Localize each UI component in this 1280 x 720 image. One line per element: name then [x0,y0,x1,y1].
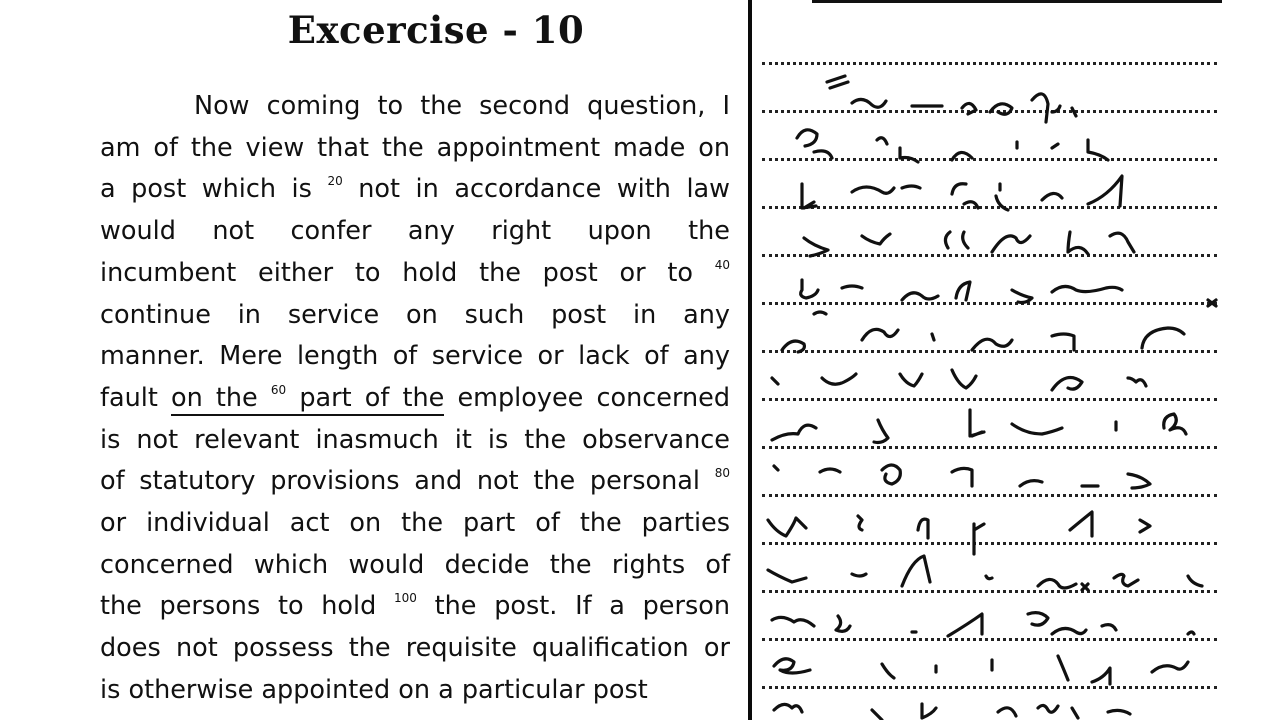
passage-line: am of the view that the appointment made on [100,132,730,163]
passage-line: the persons to hold $^{100}$ the post. If a person [100,591,731,622]
passage-line: is not relevant inasmuch it is the observance [100,424,730,455]
shorthand-panel [752,0,1280,720]
word-count-marker: 80 [714,466,730,481]
passage-line: would not confer any right upon the [100,216,730,247]
word-count-marker: 40 [714,257,731,272]
shorthand-outlines [752,0,1280,720]
passage-line: fault on the $^{60}$ part of the employee concerned [100,378,730,420]
passage-line: is otherwise appointed on a particular post [100,674,648,705]
page-title: Excercise - 10 [287,8,585,52]
passage-line: concerned which would decide the rights of [100,549,730,580]
passage-line: a post which is $^{20}$ not in accordance with law [100,174,731,205]
passage-line: incumbent either to hold the post or to $^{40}$ [100,257,731,288]
word-count-marker: 20 [327,174,343,189]
passage-line: manner. Mere length of service or lack of any [100,341,730,372]
passage [100,86,730,712]
passage-line: does not possess the requisite qualification or [100,633,730,664]
word-count-marker: 60 [270,382,287,397]
underlined-phrase: on the $^{60}$ part of the [171,383,444,416]
passage-line: or individual act on the part of the parties [100,508,730,539]
passage-line: of statutory provisions and not the personal $^{80}$ [100,466,730,497]
word-count-marker: 100 [394,591,417,606]
passage-line: Now coming to the second question, I [194,91,730,121]
passage-line: continue in service on such post in any [100,299,730,330]
